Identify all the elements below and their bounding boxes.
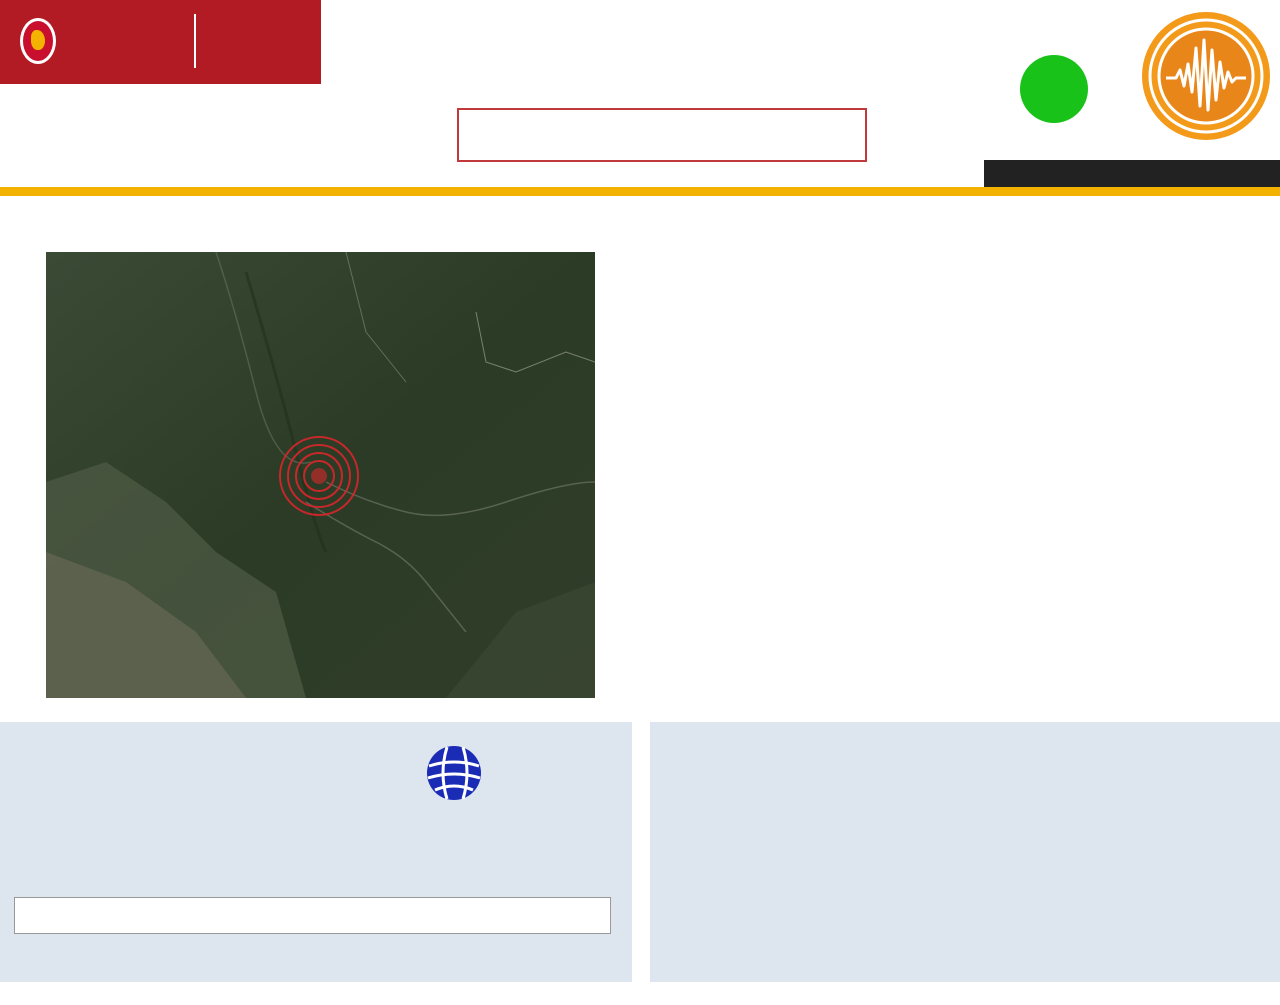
banner-divider [194, 14, 196, 68]
legend-dot-yellow [108, 806, 130, 828]
igp-globe-icon [425, 744, 483, 802]
legend-dot-red [290, 806, 312, 828]
module-banner [984, 160, 1280, 187]
legend-dot-green [16, 806, 38, 828]
indeci-emblem-icon [20, 18, 56, 64]
law-reference-box [457, 108, 867, 162]
indeci-coen-banner [0, 0, 321, 84]
recommendations-panel [650, 722, 1280, 982]
map-terrain [46, 252, 595, 698]
epicenter-map[interactable] [46, 252, 595, 698]
grado-header [15, 898, 611, 934]
igp-logo [423, 742, 623, 802]
magnitude-range-indicator [1020, 55, 1088, 123]
header-accent-bar [0, 187, 1280, 196]
mercalli-scale-table [14, 897, 611, 934]
seismograph-icon [1140, 10, 1272, 142]
